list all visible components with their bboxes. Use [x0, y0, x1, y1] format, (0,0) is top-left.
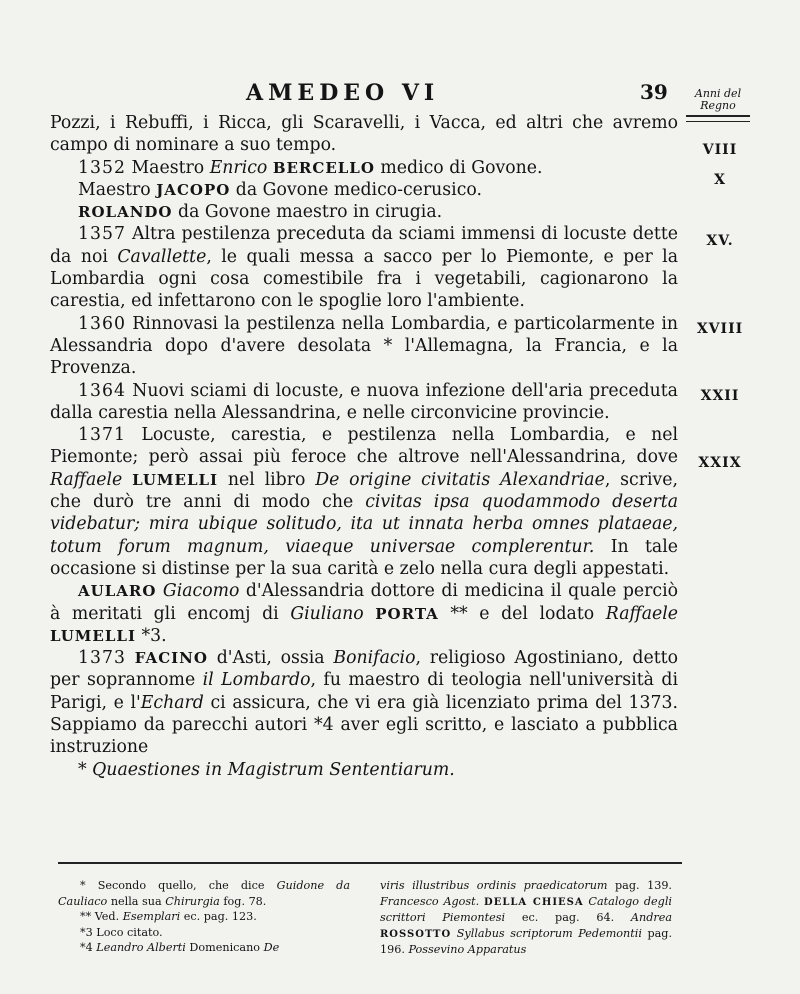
text-run: da Govone maestro in cirugia.	[172, 202, 443, 223]
italic-run: Guidone da Cauliaco	[58, 879, 350, 908]
text-run: , scrive, che durò tre anni di modo che	[50, 469, 678, 513]
text-run	[122, 470, 132, 490]
text-run: medico di Govone.	[374, 157, 543, 178]
body-text	[50, 112, 678, 781]
person-name: Giacomo	[162, 581, 240, 602]
person-surname: PORTA	[375, 604, 439, 623]
regnal-year: XV.	[706, 233, 734, 249]
regnal-year: XXIX	[698, 455, 742, 471]
book-title: De origine civitatis Alexandriae	[315, 469, 605, 490]
text-run: * Secondo quello, che dice	[80, 879, 277, 892]
text-run: Domenicano	[185, 941, 264, 954]
paragraph-1373	[50, 647, 678, 758]
latin-quote: civitas ipsa quodammodo deserta videbatur; mira ubique solitudo, ita ut innata herba omnes plataeae, totum forum magnum, viaeque universae complerentur.	[50, 492, 679, 557]
year-label: 1360	[78, 313, 126, 334]
paragraph-quaestiones	[50, 759, 678, 781]
text-run: , religioso Agostiniano, detto per soprannome	[50, 648, 679, 691]
text-run: *4	[80, 941, 97, 954]
text-run: Altra pestilenza preceduta da sciami immensi di locuste dette da noi	[50, 224, 678, 267]
text-run: Rinnovasi la pestilenza nella Lombardia, e particolarmente in Alessandria dopo d'avere desolata * l'Allemagna, la Francia, e la Provenza.	[50, 313, 678, 379]
year-label: 1371	[78, 425, 126, 446]
person-surname: ROLANDO	[78, 203, 173, 222]
text-run: d'Asti, ossia	[207, 648, 334, 669]
footnote-2	[58, 909, 350, 925]
text-run: , le quali messa a sacco per lo Piemonte, e per la Lombardia ogni cosa comestibile fra i vegetabili, cagionarono la carestia, ed infettarono con le spoglie loro l'ambiente.	[50, 246, 678, 312]
text-run: , fu maestro di teologia nell'università di Parigi, e l'	[50, 670, 678, 713]
text-run: Maestro	[125, 157, 210, 178]
footnotes-right-column	[380, 878, 672, 958]
person-surname: LUMELLI	[50, 626, 136, 645]
italic-run: viris illustribus ordinis praedicatorum	[380, 879, 608, 892]
italic-run: Esemplari	[122, 910, 181, 923]
person-surname: BERCELLO	[272, 158, 375, 177]
footnote-3	[58, 925, 350, 941]
text-run: Nuovi sciami di locuste, e nuova infezione dell'aria preceduta dalla carestia nella Alessandrina, e nelle circonvicine provincie.	[50, 380, 678, 423]
year-label: 1373	[78, 648, 126, 669]
person-surname: ROSSOTTO	[380, 928, 452, 940]
text-run: ec. pag. 123.	[180, 910, 257, 923]
person-surname: FACINO	[134, 649, 208, 668]
text-run: In tale occasione si distinse per la sua carità e zelo nella cura degli appestati.	[50, 536, 678, 579]
book-title: Quaestiones in Magistrum Sententiarum.	[92, 759, 455, 780]
italic-run: Cavallette	[117, 246, 207, 267]
paragraph-aularo	[50, 580, 678, 647]
person-name: Echard	[140, 692, 204, 713]
italic-run: Chirurgia	[165, 894, 220, 908]
italic-run: De	[263, 941, 280, 954]
text-run: *3 Loco citato.	[80, 925, 163, 939]
margin-heading-rule	[686, 115, 750, 122]
page-number: 39	[640, 80, 668, 104]
footnote-4-continued	[380, 878, 672, 958]
text-run: pag. 139.	[607, 879, 672, 892]
paragraph-rolando	[50, 201, 678, 223]
regnal-year: XXII	[700, 388, 740, 404]
italic-run: Leandro Alberti	[96, 941, 186, 954]
text-run: nel libro	[218, 469, 316, 490]
text-run: fog. 78.	[219, 894, 267, 908]
paragraph-1371	[50, 424, 678, 580]
italic-run: Possevino Apparatus	[408, 943, 527, 956]
year-label: 1364	[78, 380, 126, 401]
margin-heading	[686, 88, 750, 122]
person-surname: LUMELLI	[132, 470, 219, 489]
paragraph-1360	[50, 313, 678, 380]
paragraph-1: Pozzi, i Rebuffi, i Ricca, gli Scaravelli, i Vacca, ed altri che avremo campo di nominare a suo tempo.	[50, 113, 678, 156]
text-run: d'Alessandria dottore di medicina il quale perciò à meritati gli encomj di	[50, 581, 679, 624]
text-run: Maestro	[78, 179, 157, 200]
italic-run: Francesco Agost.	[380, 894, 480, 908]
text-run: Locuste, carestia, e pestilenza nella Lombardia, e nel Piemonte; però assai più feroce che altrove nell'Alessandrina, dove	[50, 425, 678, 468]
person-surname: DELLA CHIESA	[484, 896, 584, 908]
text-run: ** e del lodato	[438, 603, 606, 624]
footnote-4	[58, 940, 350, 956]
footnote-1	[58, 878, 350, 909]
person-name: Raffaele	[605, 603, 679, 624]
person-surname: AULARO	[78, 582, 157, 601]
text-run: *	[78, 759, 93, 780]
running-head-title: AMEDEO VI	[246, 80, 440, 106]
text-run	[364, 604, 376, 624]
regnal-year: XVIII	[696, 321, 744, 337]
footnote-rule	[58, 862, 682, 864]
paragraph-1357	[50, 223, 678, 312]
text-run: da Govone medico-cerusico.	[230, 179, 482, 200]
person-name: Raffaele	[50, 469, 123, 490]
text-run: nella sua	[107, 894, 166, 908]
text-run	[126, 648, 135, 668]
paragraph-1352	[50, 157, 678, 179]
text-run: pag. 196.	[380, 926, 673, 956]
text-run: ci assicura, che vi era già licenziato prima del 1373. Sappiamo da parecchi autori *4 aver egli scritto, e lasciato a pubblica instruzione	[50, 692, 679, 758]
text-run: ec. pag. 64.	[505, 911, 631, 924]
nickname: il Lombardo	[202, 670, 311, 691]
regnal-year: VIII	[702, 142, 738, 158]
person-name: Bonifacio	[333, 648, 416, 669]
text-run: *3.	[135, 625, 167, 646]
italic-run: Catalogo degli scrittori Piemontesi	[380, 894, 672, 924]
person-surname: JACOPO	[156, 180, 231, 199]
text-run: ** Ved.	[80, 910, 123, 923]
person-name: Giuliano	[290, 603, 364, 624]
year-label: 1352	[78, 157, 126, 178]
paragraph-1364	[50, 380, 678, 425]
margin-heading-text: Anni del Regno	[694, 87, 742, 112]
italic-run: Andrea	[630, 911, 672, 924]
footnotes-left-column	[58, 878, 350, 956]
person-name: Enrico	[209, 157, 268, 178]
italic-run: Syllabus scriptorum Pedemontii	[451, 926, 642, 940]
regnal-year: X	[714, 172, 726, 188]
year-label: 1357	[78, 224, 126, 245]
paragraph-jacopo	[50, 179, 678, 201]
